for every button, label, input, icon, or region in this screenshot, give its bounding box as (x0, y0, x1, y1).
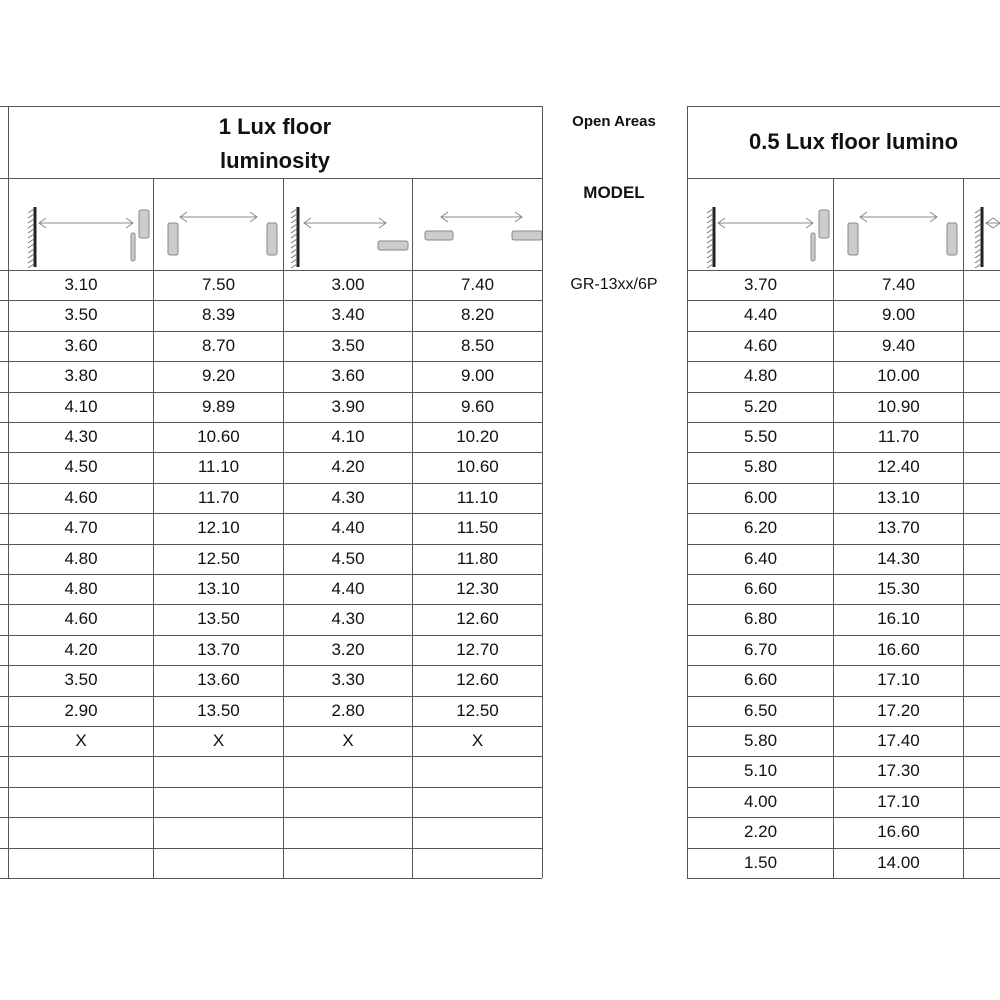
table-cell: 10.00 (877, 366, 920, 385)
table-cell (413, 787, 542, 817)
table-cell: 9.00 (460, 366, 495, 385)
model-value: GR-13xx/6P (570, 276, 658, 293)
table-cell: 11.10 (197, 457, 240, 476)
table-cell: 7.40 (460, 275, 495, 294)
left-section-title (10, 110, 540, 178)
table-cell: 6.80 (743, 609, 778, 628)
table-cell: X (75, 731, 87, 750)
fixture-to-fixture-low-diagram-icon (413, 179, 542, 274)
table-cell (284, 787, 412, 817)
table-cell: 9.00 (881, 305, 916, 324)
wall-diagram-icon-partial (964, 179, 1000, 274)
model-label: MODEL (583, 183, 645, 202)
table-cell (413, 817, 542, 847)
table-cell: 16.60 (877, 640, 920, 659)
table-cell (9, 848, 153, 878)
table-cell (154, 848, 283, 878)
table-cell: 5.10 (743, 761, 778, 780)
table-cell: 9.60 (460, 397, 495, 416)
table-cell: 4.60 (64, 488, 98, 507)
table-cell (154, 817, 283, 847)
table-cell: 8.39 (201, 305, 236, 324)
table-cell: 13.10 (877, 488, 920, 507)
table-cell: 16.60 (877, 822, 920, 841)
table-cell: 3.50 (64, 305, 98, 324)
table-cell: 12.40 (877, 457, 920, 476)
table-cell: 6.50 (743, 701, 778, 720)
table-cell (284, 848, 412, 878)
table-cell: 5.20 (743, 397, 778, 416)
fixture-to-fixture-diagram-icon (834, 179, 963, 274)
table-cell: 10.60 (456, 457, 499, 476)
table-cell: 17.10 (877, 792, 920, 811)
table-cell: 12.60 (456, 609, 499, 628)
table-cell: 12.30 (456, 579, 499, 598)
table-cell: 8.50 (460, 336, 495, 355)
table-cell: 4.80 (64, 549, 98, 568)
table-cell: 4.60 (743, 336, 778, 355)
table-cell (284, 756, 412, 786)
table-cell: 6.60 (743, 670, 778, 689)
table-cell (154, 787, 283, 817)
table-cell: 17.10 (877, 670, 920, 689)
table-cell: 16.10 (877, 609, 920, 628)
table-cell: 13.50 (197, 701, 240, 720)
table-cell (154, 756, 283, 786)
table-cell: 6.60 (743, 579, 778, 598)
table-cell: 3.90 (331, 397, 365, 416)
table-cell: 13.70 (197, 640, 240, 659)
table-cell: 4.00 (743, 792, 778, 811)
table-cell: 4.30 (331, 488, 365, 507)
table-cell: 6.40 (743, 549, 778, 568)
wall-to-fixture-diagram-icon (9, 179, 153, 274)
table-cell: 12.70 (456, 640, 499, 659)
middle-left-border (542, 106, 543, 878)
table-cell: 3.50 (331, 336, 365, 355)
table-cell: 7.50 (201, 275, 236, 294)
table-cell: 10.20 (456, 427, 499, 446)
table-cell: 4.20 (64, 640, 98, 659)
table-cell: 17.40 (877, 731, 920, 750)
table-cell: 2.90 (64, 701, 98, 720)
table-cell: 4.40 (331, 579, 365, 598)
table-cell: 12.10 (197, 518, 240, 537)
table-cell: 13.60 (197, 670, 240, 689)
table-cell: 1.50 (743, 853, 778, 872)
table-cell: X (342, 731, 354, 750)
wall-to-fixture-low-diagram-icon (284, 179, 412, 274)
table-cell: 4.30 (331, 609, 365, 628)
table-cell: 14.00 (877, 853, 920, 872)
table-cell: 4.20 (331, 457, 365, 476)
table-cell: 7.40 (881, 275, 916, 294)
table-cell: 4.80 (743, 366, 778, 385)
table-cell: 2.20 (743, 822, 778, 841)
open-areas-label: Open Areas (572, 113, 656, 130)
table-cell (9, 756, 153, 786)
table-cell: 4.50 (331, 549, 365, 568)
right-section-title: 0.5 Lux floor lumino (749, 129, 959, 154)
table-cell: 4.60 (64, 609, 98, 628)
table-cell: 13.70 (877, 518, 920, 537)
wall-to-fixture-diagram-icon (688, 179, 833, 274)
table-cell: 10.60 (197, 427, 240, 446)
table-cell (9, 817, 153, 847)
table-cell: 17.20 (877, 701, 920, 720)
table-cell: 9.40 (881, 336, 916, 355)
table-cell: 4.50 (64, 457, 98, 476)
table-cell: 4.70 (64, 518, 98, 537)
table-cell: 5.50 (743, 427, 778, 446)
table-cell: 9.20 (201, 366, 236, 385)
table-cell: 8.20 (460, 305, 495, 324)
table-cell: 9.89 (201, 397, 236, 416)
table-cell: 3.80 (64, 366, 98, 385)
table-cell: 11.70 (877, 427, 920, 446)
table-cell: 15.30 (877, 579, 920, 598)
table-cell: 17.30 (877, 761, 920, 780)
table-cell: 6.20 (743, 518, 778, 537)
table-cell: 5.80 (743, 731, 778, 750)
table-cell: X (212, 731, 225, 750)
table-cell: 3.00 (331, 275, 365, 294)
table-cell: 6.00 (743, 488, 778, 507)
table-cell: 4.40 (743, 305, 778, 324)
table-cell (413, 756, 542, 786)
table-cell: 4.10 (64, 397, 98, 416)
table-cell: 11.10 (456, 488, 499, 507)
table-cell: 2.80 (331, 701, 365, 720)
table-cell: 12.50 (456, 701, 499, 720)
table-cell: 13.50 (197, 609, 240, 628)
top-border-right (687, 106, 1000, 107)
table-cell (284, 817, 412, 847)
row-divider-left (0, 878, 542, 879)
table-cell: 3.20 (331, 640, 365, 659)
table-cell: 4.10 (331, 427, 365, 446)
left-title-line2: luminosity (219, 148, 330, 173)
table-cell: 3.30 (331, 670, 365, 689)
table-cell: 3.50 (64, 670, 98, 689)
table-cell: 4.30 (64, 427, 98, 446)
table-cell (9, 787, 153, 817)
column-divider (963, 178, 964, 878)
table-cell: 11.50 (456, 518, 499, 537)
table-cell: 5.80 (743, 457, 778, 476)
left-title-line1: 1 Lux floor (218, 114, 332, 139)
table-cell: 4.40 (331, 518, 365, 537)
table-cell: 3.60 (64, 336, 98, 355)
table-cell: X (471, 731, 484, 750)
table-cell: 6.70 (743, 640, 778, 659)
table-cell: 3.10 (64, 275, 98, 294)
table-cell: 3.70 (743, 275, 778, 294)
table-cell: 4.80 (64, 579, 98, 598)
table-cell: 14.30 (877, 549, 920, 568)
table-cell: 11.70 (197, 488, 240, 507)
table-cell: 3.60 (331, 366, 365, 385)
table-cell: 12.60 (456, 670, 499, 689)
table-cell: 10.90 (877, 397, 920, 416)
table-cell (413, 848, 542, 878)
table-cell: 13.10 (197, 579, 240, 598)
top-border-left (0, 106, 542, 107)
table-cell: 3.40 (331, 305, 365, 324)
table-cell: 11.80 (456, 549, 499, 568)
table-cell: 8.70 (201, 336, 236, 355)
table-cell: 12.50 (197, 549, 240, 568)
fixture-to-fixture-diagram-icon (154, 179, 283, 274)
row-divider-right (687, 878, 1000, 879)
